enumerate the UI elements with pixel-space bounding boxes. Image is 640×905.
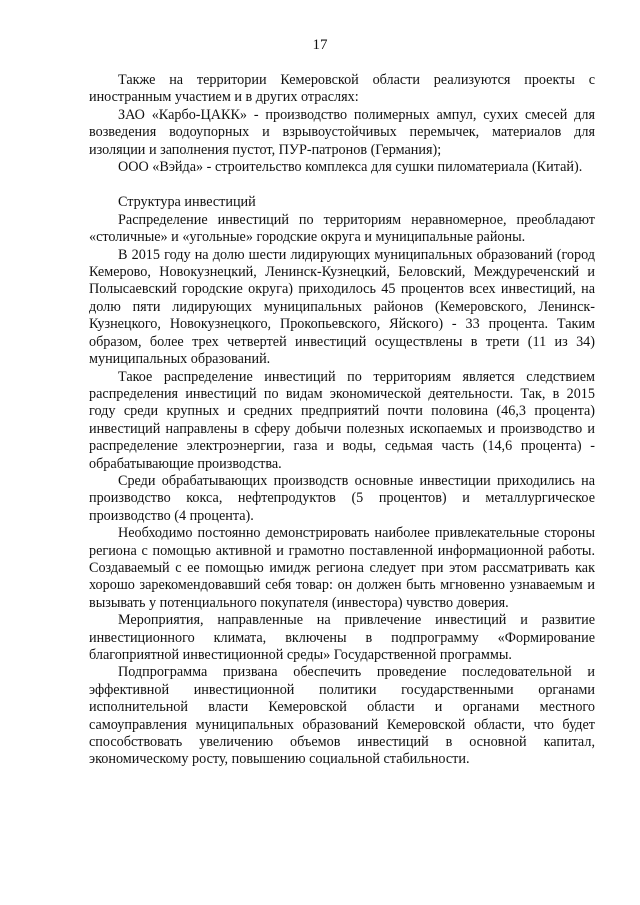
paragraph-distribution: Распределение инвестиций по территориям неравномерное, преобладают «столичные» и «угольные» городские округа и муниципальные районы. [89, 211, 595, 246]
paragraph-veida: ООО «Вэйда» - строительство комплекса для сушки пиломатериала (Китай). [118, 159, 583, 176]
paragraph-2015-leaders: В 2015 году на долю шести лидирующих муниципальных образований (город Кемерово, Новокузнецкий, Ленинск-Кузнецкий, Беловский, Междуреченский и Полысаевский городские округа) приходилось 45 процентов всех инвестиций, на долю пяти лидирующих муниципальных районов (Кемеровского, Ленинск-Кузнецкого, Новокузнецкого, Прокопьевского, Яйского) - 33 процента. Таким образом, более трех четвертей инвестиций осуществлены в трети (11 из 34) муниципальных образований. [89, 246, 595, 368]
page-number: 17 [312, 37, 328, 53]
paragraph-intro: Также на территории Кемеровской области реализуются проекты с иностранным участием и в других отраслях: [89, 72, 595, 106]
paragraph-measures: Мероприятия, направленные на привлечение инвестиций и развитие инвестиционного климата, включены в подпрограмму «Формирование благоприятной инвестиционной среды» Государственной программы. [89, 612, 595, 663]
paragraph-manufacturing: Среди обрабатывающих производств основные инвестиции приходились на производство кокса, нефтепродуктов (5 процентов) и металлургическое производство (4 процента). [89, 472, 595, 524]
paragraph-region-image: Необходимо постоянно демонстрировать наиболее привлекательные стороны региона с помощью активной и грамотно поставленной информационной работы. Создаваемый с ее помощью имидж региона следует при этом рассматривать как хорошо зарекомендовавший себя товар: он должен быть мгновенно узнаваемым и вызывать у потенциального покупателя (инвестора) чувство доверия. [89, 525, 595, 611]
paragraph-economic-activity: Такое распределение инвестиций по территориям является следствием распределения инвестиций по видам экономической деятельности. Так, в 2015 году среди крупных и средних предприятий почти половина (46,3 процента) инвестиций направлены в сферу добычи полезных ископаемых и производство и распределение электроэнергии, газа и воды, седьмая часть (14,6 процента) - обрабатывающие производства. [89, 368, 595, 472]
section-heading-investment-structure: Структура инвестиций [118, 194, 256, 211]
document-body [89, 72, 595, 769]
paragraph-karbo-cakk: ЗАО «Карбо-ЦАКК» - производство полимерных ампул, сухих смесей для возведения водоупорных и взрывоустойчивых перемычек, материалов для изоляции и заполнения пустот, ПУР-патронов (Германия); [89, 106, 595, 158]
paragraph-subprogram: Подпрограмма призвана обеспечить проведение последовательной и эффективной инвестиционной политики государственными органами исполнительной власти Кемеровской области и органами местного самоуправления муниципальных образований Кемеровской области, что будет способствовать увеличению объемов инвестиций в основной капитал, экономическому росту, повышению социальной стабильности. [89, 664, 595, 768]
